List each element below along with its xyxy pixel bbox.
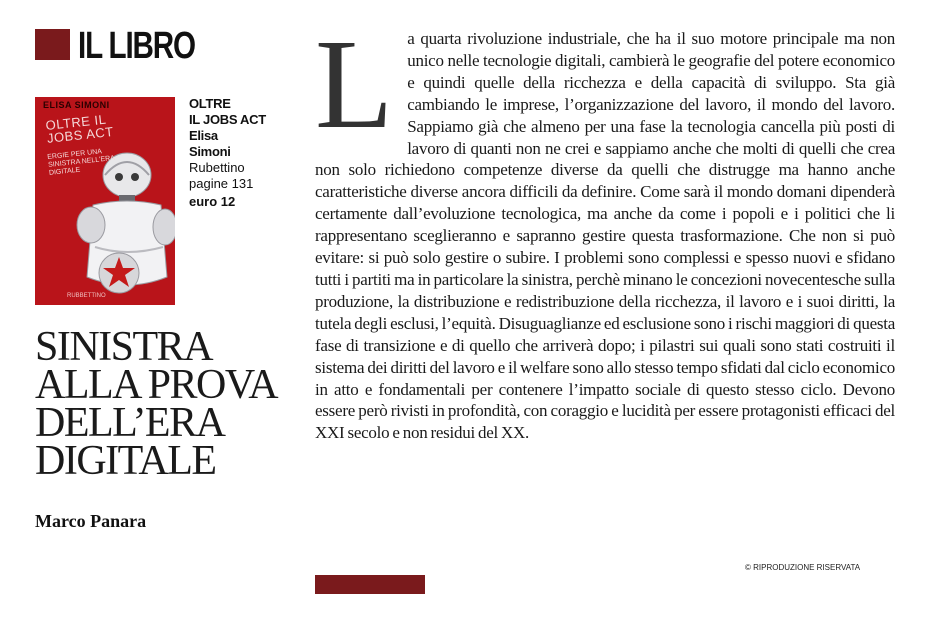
drop-cap: L [315, 13, 394, 155]
article-headline [35, 324, 305, 484]
book-publisher: Rubettino [189, 160, 245, 175]
book-price: euro 12 [189, 194, 236, 209]
headline-line: DELL’ERA [35, 400, 225, 446]
book-author-last: Simoni [189, 144, 231, 159]
article-body [315, 13, 895, 444]
section-marker [35, 29, 70, 60]
book-pages: pagine 131 [189, 176, 254, 191]
book-title-line2: IL JOBS ACT [189, 112, 266, 127]
book-author-first: Elisa [189, 128, 218, 143]
footer-bar [315, 575, 425, 594]
article-text: a quarta rivoluzione industriale, che ha il suo motore principale ma non unico nelle tecnologie digitali, cambierà le geografie del potere economico e quindi quelle della ricchezza e della capacità di sviluppo. Sta già cambiando le imprese, l’organizzazione del lavoro, il mondo del lavoro. Sappiamo già che almeno per una fase la tecnologia cancella più posti di lavoro di quanti non ne crei e sappiamo anche che molti di quelli che crea non solo richiedono competenze diverse da quelli che distrugge ma hanno anche caratteristiche diverse ancora difficili da definire. Come sarà il mondo domani dipenderà certamente dall’evoluzione tecnologica, ma anche da come i popoli e i politici che li rappresentano sceglieranno e sapranno gestire questa trasformazione. Che non si può evitare: si può solo gestire o subire. I problemi sono complessi e spesso nuovi e sfidano tutti i partiti ma in particolare la sinistra, perchè minano le concezioni novecentesche sulla produzione, la distribuzione e redistribuzione della ricchezza, il lavoro e i suoi diritti, la tutela degli esclusi, l’equità. Disuguaglianze ed esclusione sono i rischi maggiori di questa fase di transizione e di quello che arriverà dopo; i pilastri sui quali sono stati costruiti il sistema dei diritti del lavoro e il welfare sono allo stesso tempo sfidati dal ciclo economico in atto e fondamentali per contenere l’impatto sociale di questo stesso ciclo. Devono essere però rivisti in profondità, con coraggio e lucidità per essere protagonisti efficaci del XXI secolo e non residui del XX. [315, 29, 895, 443]
copyright-notice: © RIPRODUZIONE RISERVATA [745, 563, 861, 572]
book-cover [35, 97, 175, 305]
headline-line: ALLA PROVA [35, 362, 278, 408]
book-info [189, 96, 266, 210]
cover-title: OLTRE IL JOBS ACT [44, 111, 115, 146]
headline-line: DIGITALE [35, 438, 216, 484]
section-title: IL LIBRO [78, 25, 195, 67]
cover-publisher: RUBBETTINO [67, 293, 106, 299]
book-title-line1: OLTRE [189, 96, 231, 111]
headline-line: SINISTRA [35, 324, 213, 370]
cover-author: ELISA SIMONI [43, 100, 110, 110]
cover-subtitle: ERGIE PER UNA SINISTRA NELL'ERA DIGITALE [47, 148, 115, 177]
author-byline: Marco Panara [35, 511, 147, 531]
